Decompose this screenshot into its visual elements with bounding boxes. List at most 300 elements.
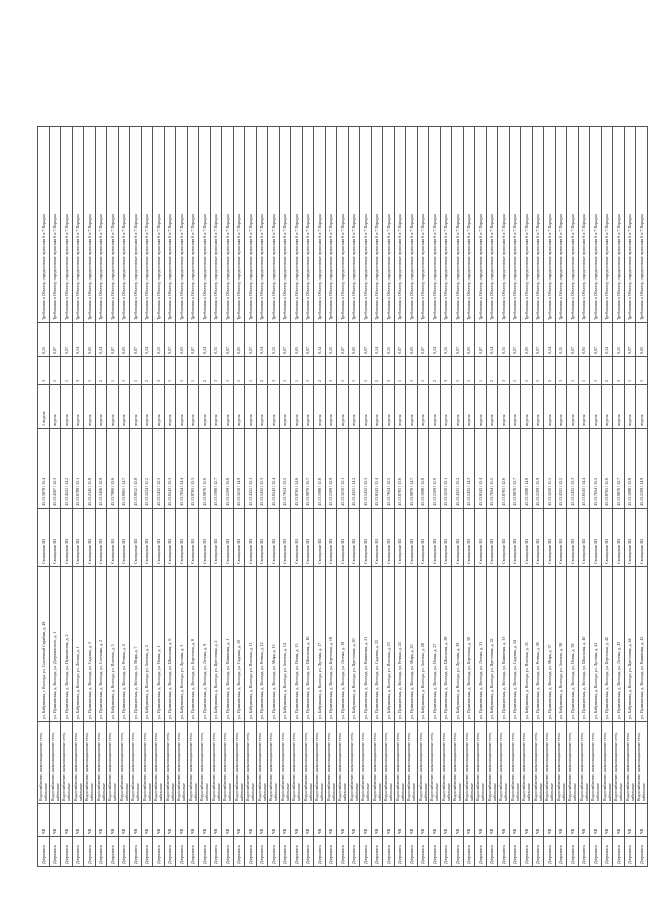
table-cell: Водоснабжение, канализационные сети, кабельные	[601, 722, 613, 804]
table-cell: ул. Бабушкина, д. Вологда, ул. Цветочная, д. 20	[348, 567, 360, 722]
table-cell: 0,07	[452, 323, 464, 357]
table-cell: ЧВ	[291, 804, 303, 837]
table-cell: 1	[49, 357, 61, 385]
table-cell: неделя	[118, 385, 130, 429]
table-cell: ул. Пушкинская, д. Вологда, ул. Речная, д. 12	[256, 567, 268, 722]
table-cell: Требования к Объекту, определенные пунктами 6 и 7 Порядка	[95, 127, 107, 323]
table-cell: ул. Пушкинская, д. Вологда, ул. Береговая, д. 30	[463, 567, 475, 722]
table-cell: Требования к Объекту, определенные пунктами 6 и 7 Порядка	[521, 127, 533, 323]
table-row	[279, 127, 291, 867]
table-cell: 43.13.8765 / 13.6	[394, 429, 406, 509]
table-cell: Водоснабжение, канализационные сети, кабельные	[84, 722, 96, 804]
table-cell: ул. Пушкинская, д. Вологда, ул. Школьная, д. 6	[164, 567, 176, 722]
table-cell: Водоснабжение, канализационные сети, кабельные	[417, 722, 429, 804]
table-cell: Свинцовые ВЗ	[417, 509, 429, 567]
table-cell: Свинцовые ВЗ	[360, 509, 372, 567]
table-cell: ул. Пушкинская, д. Вологда, ул. Вишневая, д. 33	[498, 567, 510, 722]
table-cell: Свинцовые ВЗ	[245, 509, 257, 567]
table-row	[61, 127, 73, 867]
table-cell: Дзержинск	[210, 837, 222, 867]
table-cell: 1	[291, 357, 303, 385]
table-cell: Свинцовые ВЗ	[555, 509, 567, 567]
table-cell: 0,15	[268, 323, 280, 357]
table-cell: Требования к Объекту, определенные пунктами 6 и 7 Порядка	[486, 127, 498, 323]
table-cell: 0,07	[49, 323, 61, 357]
table-cell: ул. Пушкинская, д. Вологда, ул. Сосновая, д. 2	[95, 567, 107, 722]
table-cell: 3	[613, 357, 625, 385]
table-cell: ул. Бабушкина, д. Вологда, ул. Луговая, д. 17	[314, 567, 326, 722]
table-cell: ул. Пушкинская, д. Вологда, ул. Садовая, д. 10	[233, 567, 245, 722]
table-cell: 43.13.4567 / 12.3	[49, 429, 61, 509]
table-cell: 43.13.2109 / 13.8	[222, 429, 234, 509]
table-cell: 0,15	[210, 323, 222, 357]
table-cell: ул. Пушкинская, д. Вологда, ул. Береговая, д. 18	[325, 567, 337, 722]
table-cell: Требования к Объекту, определенные пунктами 6 и 7 Порядка	[130, 127, 142, 323]
table-cell: 0,14	[95, 323, 107, 357]
table-cell: Водоснабжение, канализационные сети, кабельные	[578, 722, 590, 804]
table-row	[486, 127, 498, 867]
table-cell: ул. Пушкинская, д. Вологда, ул. Береговая, д. 8	[187, 567, 199, 722]
table-cell: ЧВ	[394, 804, 406, 837]
table-cell: неделя	[72, 385, 84, 429]
table-cell: 1	[475, 357, 487, 385]
table-cell: неделя	[417, 385, 429, 429]
table-row	[49, 127, 61, 867]
table-cell: 0,15	[325, 323, 337, 357]
table-cell: 43.13.7654 / 15.5	[590, 429, 602, 509]
table-cell: Дзержинск	[394, 837, 406, 867]
table-cell: Водоснабжение, канализационные сети, кабельные	[302, 722, 314, 804]
table-cell: Требования к Объекту, определенные пунктами 6 и 7 Порядка	[291, 127, 303, 323]
table-cell: неделя	[279, 385, 291, 429]
table-cell: Требования к Объекту, определенные пунктами 6 и 7 Порядка	[555, 127, 567, 323]
table-cell: Дзержинск	[314, 837, 326, 867]
table-cell: Требования к Объекту, определенные пунктами 6 и 7 Порядка	[567, 127, 579, 323]
table-cell: 43.13.1098 / 12.7	[210, 429, 222, 509]
table-cell: ЧВ	[486, 804, 498, 837]
table-cell: ул. Пушкинская, д. Вологда, ул. Вишневая, д. 45	[636, 567, 648, 722]
table-cell: неделя	[141, 385, 153, 429]
table-row	[337, 127, 349, 867]
table-cell: неделя	[130, 385, 142, 429]
table-cell: Дзержинск	[475, 837, 487, 867]
table-cell: Требования к Объекту, определенные пунктами 6 и 7 Порядка	[578, 127, 590, 323]
table-cell: Дзержинск	[256, 837, 268, 867]
table-cell: неделя	[498, 385, 510, 429]
table-cell: Свинцовые ВЗ	[406, 509, 418, 567]
table-cell: Водоснабжение, канализационные сети, кабельные	[268, 722, 280, 804]
table-cell: Свинцовые ВЗ	[302, 509, 314, 567]
table-cell: ЧВ	[72, 804, 84, 837]
table-cell: 43.13.6789 / 15.1	[72, 429, 84, 509]
table-cell: Дзержинск	[636, 837, 648, 867]
table-row	[383, 127, 395, 867]
table-cell: 0,14	[256, 323, 268, 357]
table-cell: Свинцовые ВЗ	[440, 509, 452, 567]
table-row	[601, 127, 613, 867]
table-cell: 43.13.6543 / 13.3	[164, 429, 176, 509]
table-cell: 1	[337, 357, 349, 385]
table-cell: неделя	[95, 385, 107, 429]
table-row	[118, 127, 130, 867]
table-cell: ЧВ	[302, 804, 314, 837]
table-cell: Дзержинск	[544, 837, 556, 867]
table-cell: Дзержинск	[624, 837, 636, 867]
table-cell: 1	[187, 357, 199, 385]
table-cell: 43.13.6543 / 14.4	[578, 429, 590, 509]
table-cell: 43.13.5678 / 13.4	[38, 429, 50, 509]
table-cell: ЧВ	[555, 804, 567, 837]
table-cell: Дзержинск	[486, 837, 498, 867]
table-cell: ЧВ	[61, 804, 73, 837]
table-cell: Дзержинск	[578, 837, 590, 867]
table-cell: ЧВ	[417, 804, 429, 837]
table-cell: ул. Бабушкина, д. Вологда, ул. Цветочная, д. 32	[486, 567, 498, 722]
table-cell: Дзержинск	[118, 837, 130, 867]
data-table	[37, 126, 648, 867]
table-cell: ул. Бабушкина, д. Вологда, ул. Луговая, д. 41	[590, 567, 602, 722]
table-cell: Водоснабжение, канализационные сети, кабельные	[509, 722, 521, 804]
table-cell: Дзержинск	[233, 837, 245, 867]
table-cell: 3	[383, 357, 395, 385]
table-cell: ул. Пушкинская, д. Вологда, ул. Лесная, д. 43	[613, 567, 625, 722]
table-cell: 3	[72, 357, 84, 385]
table-cell: ЧВ	[383, 804, 395, 837]
table-cell: Дзержинск	[187, 837, 199, 867]
table-cell: 43.13.2345 / 11.8	[84, 429, 96, 509]
table-cell: ЧВ	[107, 804, 119, 837]
table-cell: ул. Бабушкина, д. Вологда, ул. Зеленая, д. 2	[141, 567, 153, 722]
table-cell: Свинцовые ВЗ	[475, 509, 487, 567]
table-cell: 2	[256, 357, 268, 385]
table-row	[302, 127, 314, 867]
table-cell: Свинцовые ВЗ	[429, 509, 441, 567]
table-cell: неделя	[325, 385, 337, 429]
table-cell: Дзержинск	[199, 837, 211, 867]
table-cell: 0,14	[371, 323, 383, 357]
table-cell: 1	[164, 357, 176, 385]
table-cell: ул. Пушкинская, д. Вологда, ул. Речная, д. 4	[118, 567, 130, 722]
table-cell: 43.13.3210 / 12.1	[440, 429, 452, 509]
table-cell: ул. Бабушкина, д. Вологда, ул. Цветочная, д. 44	[624, 567, 636, 722]
table-cell: неделя	[61, 385, 73, 429]
table-cell: Требования к Объекту, определенные пунктами 6 и 7 Порядка	[187, 127, 199, 323]
table-cell: Свинцовые ВЗ	[394, 509, 406, 567]
table-cell: Требования к Объекту, определенные пунктами 6 и 7 Порядка	[440, 127, 452, 323]
table-cell: ул. Бабушкина, д. Вологда, ул. Зеленая, д. 14	[279, 567, 291, 722]
table-cell: 43.13.5432 / 11.3	[256, 429, 268, 509]
table-cell: Свинцовые ВЗ	[544, 509, 556, 567]
table-cell: Требования к Объекту, определенные пунктами 6 и 7 Порядка	[383, 127, 395, 323]
table-cell: Дзержинск	[337, 837, 349, 867]
table-cell: 1	[360, 357, 372, 385]
table-cell: 0,07	[61, 323, 73, 357]
table-cell: 0,14	[72, 323, 84, 357]
table-cell: Свинцовые ВЗ	[187, 509, 199, 567]
table-cell: Водоснабжение, канализационные сети, кабельные	[555, 722, 567, 804]
table-cell: ул. Пушкинская, д. Вологда, ул. Вишневая, д. 21	[360, 567, 372, 722]
table-cell: Требования к Объекту, определенные пунктами 6 и 7 Порядка	[164, 127, 176, 323]
table-cell: 1	[452, 357, 464, 385]
table-cell: ЧВ	[325, 804, 337, 837]
table-cell: 43.13.5432 / 12.5	[153, 429, 165, 509]
table-cell: ул. Пушкинская, д. Вологда, ул. Новая, д. 15	[291, 567, 303, 722]
table-cell: Требования к Объекту, определенные пунктами 6 и 7 Порядка	[314, 127, 326, 323]
table-cell: неделя	[578, 385, 590, 429]
table-cell: Требования к Объекту, определенные пунктами 6 и 7 Порядка	[544, 127, 556, 323]
table-row	[394, 127, 406, 867]
table-cell: Требования к Объекту, определенные пунктами 6 и 7 Порядка	[153, 127, 165, 323]
table-row	[107, 127, 119, 867]
table-cell: 43.13.1098 / 13.8	[624, 429, 636, 509]
table-cell: Дзержинск	[498, 837, 510, 867]
table-cell: 0,07	[245, 323, 257, 357]
table-cell: 0,07	[624, 323, 636, 357]
table-cell: неделя	[475, 385, 487, 429]
table-cell: Требования к Объекту, определенные пунктами 6 и 7 Порядка	[337, 127, 349, 323]
table-cell: Водоснабжение, канализационные сети, кабельные	[348, 722, 360, 804]
table-cell: неделя	[291, 385, 303, 429]
table-cell: ул. Бабушкина, д. Вологда, ул. Полевая, д. 5	[107, 567, 119, 722]
table-cell: 0,05	[636, 323, 648, 357]
table-row	[440, 127, 452, 867]
table-cell: Водоснабжение, канализационные сети, кабельные	[452, 722, 464, 804]
table-cell: 3	[268, 357, 280, 385]
table-cell: 0,07	[337, 323, 349, 357]
table-cell: 43.13.5432 / 15.3	[360, 429, 372, 509]
table-cell: ул. Пушкинская, д. Вологда, ул. Школьная, д. 28	[440, 567, 452, 722]
table-cell: Водоснабжение, канализационные сети, кабельные	[199, 722, 211, 804]
table-cell: Водоснабжение, канализационные сети, кабельные	[256, 722, 268, 804]
table-cell: ЧВ	[118, 804, 130, 837]
table-cell: неделя	[233, 385, 245, 429]
table-cell: ЧВ	[38, 804, 50, 837]
table-cell: Свинцовые ВЗ	[371, 509, 383, 567]
table-cell: ул. Пушкинская, д. Вологда, ул. Речная, д. 36	[532, 567, 544, 722]
table-cell: 43.13.7654 / 12.5	[383, 429, 395, 509]
table-row	[475, 127, 487, 867]
table-cell: Свинцовые ВЗ	[325, 509, 337, 567]
table-body	[38, 127, 648, 867]
table-cell: Свинцовые ВЗ	[153, 509, 165, 567]
table-cell: 0,07	[590, 323, 602, 357]
table-cell: ЧВ	[532, 804, 544, 837]
table-cell: ЧВ	[153, 804, 165, 837]
table-cell: 0,15	[498, 323, 510, 357]
table-row	[222, 127, 234, 867]
table-row	[521, 127, 533, 867]
table-cell: 43.13.1098 / 14.8	[521, 429, 533, 509]
table-row	[291, 127, 303, 867]
table-cell: ул. Пушкинская, д. Вологда, ул. Мира, д. 37	[544, 567, 556, 722]
table-cell: Требования к Объекту, определенные пунктами 6 и 7 Порядка	[210, 127, 222, 323]
table-row	[371, 127, 383, 867]
table-cell: 43.13.4521 / 14.2	[61, 429, 73, 509]
table-cell: Дзержинск	[291, 837, 303, 867]
table-cell: 43.13.7654 / 14.4	[176, 429, 188, 509]
table-cell: 1	[302, 357, 314, 385]
table-cell: неделя	[429, 385, 441, 429]
table-cell: Водоснабжение, канализационные сети, кабельные	[291, 722, 303, 804]
table-cell: неделя	[84, 385, 96, 429]
table-cell: Дзержинск	[601, 837, 613, 867]
table-cell: неделя	[601, 385, 613, 429]
table-cell: Свинцовые ВЗ	[590, 509, 602, 567]
table-cell: Свинцовые ВЗ	[567, 509, 579, 567]
table-row	[199, 127, 211, 867]
table-cell: ул. Бабушкина, д. Вологда, ул. Полевая, д. 23	[383, 567, 395, 722]
table-cell: 43.13.7654 / 11.5	[486, 429, 498, 509]
table-cell: 0,14	[141, 323, 153, 357]
table-cell: ЧВ	[187, 804, 199, 837]
table-cell: Водоснабжение, канализационные сети, кабельные	[176, 722, 188, 804]
table-cell: 2	[544, 357, 556, 385]
table-cell: Водоснабжение, канализационные сети, кабельные	[544, 722, 556, 804]
rotated-table-container	[37, 127, 647, 867]
table-cell: 0,07	[360, 323, 372, 357]
table-cell: Дзержинск	[141, 837, 153, 867]
table-row	[452, 127, 464, 867]
table-cell: ул. Бабушкина, г. Вологда, ул. Солнечный Сарабаш, д. 49	[38, 567, 50, 722]
table-cell: Требования к Объекту, определенные пунктами 6 и 7 Порядка	[38, 127, 50, 323]
table-cell: Свинцовые ВЗ	[130, 509, 142, 567]
table-row	[245, 127, 257, 867]
table-cell: Требования к Объекту, определенные пунктами 6 и 7 Порядка	[360, 127, 372, 323]
table-cell: неделя	[624, 385, 636, 429]
table-cell: 1 неделя	[38, 385, 50, 429]
table-cell: Свинцовые ВЗ	[636, 509, 648, 567]
table-cell: ЧВ	[314, 804, 326, 837]
table-cell: Требования к Объекту, определенные пунктами 6 и 7 Порядка	[406, 127, 418, 323]
table-cell: неделя	[544, 385, 556, 429]
table-cell: ЧВ	[348, 804, 360, 837]
table-cell: 43.13.5432 / 14.3	[463, 429, 475, 509]
table-cell: Водоснабжение, канализационные сети, кабельные	[245, 722, 257, 804]
table-cell: Свинцовые ВЗ	[38, 509, 50, 567]
table-cell: Свинцовые ВЗ	[348, 509, 360, 567]
table-cell: Требования к Объекту, определенные пунктами 6 и 7 Порядка	[613, 127, 625, 323]
table-cell: 0,05	[84, 323, 96, 357]
table-cell: ул. Пушкинская, д. Вологда, ул. Мира, д. 13	[268, 567, 280, 722]
table-cell: 43.13.8901 / 14.7	[118, 429, 130, 509]
table-cell: 0,07	[279, 323, 291, 357]
table-cell: 2	[601, 357, 613, 385]
table-cell: 2	[141, 357, 153, 385]
table-cell: 0,05	[348, 323, 360, 357]
table-cell: Водоснабжение, канализационные сети, кабельные	[636, 722, 648, 804]
table-cell: 43.13.3210 / 14.9	[233, 429, 245, 509]
table-cell: 3	[325, 357, 337, 385]
table-cell: Свинцовые ВЗ	[210, 509, 222, 567]
table-cell: Требования к Объекту, определенные пунктами 6 и 7 Порядка	[107, 127, 119, 323]
table-cell: 0,07	[130, 323, 142, 357]
table-cell: ЧВ	[95, 804, 107, 837]
table-cell: 0,14	[429, 323, 441, 357]
table-cell: ул. Пушкинская, д. Вологда, ул. Мира, д. 7	[130, 567, 142, 722]
table-cell: Свинцовые ВЗ	[624, 509, 636, 567]
table-cell: 43.13.4321 / 12.2	[555, 429, 567, 509]
table-cell: 43.13.6543 / 12.4	[268, 429, 280, 509]
table-cell: Дзержинск	[348, 837, 360, 867]
table-cell: ул. Бабушкина, д. Вологда, ул. Зеленая, д. 26	[417, 567, 429, 722]
table-row	[429, 127, 441, 867]
table-cell: Водоснабжение, канализационные сети, кабельные	[624, 722, 636, 804]
table-row	[463, 127, 475, 867]
table-cell: Требования к Объекту, определенные пунктами 6 и 7 Порядка	[417, 127, 429, 323]
table-cell: Требования к Объекту, определенные пунктами 6 и 7 Порядка	[348, 127, 360, 323]
table-cell: 43.13.7654 / 13.5	[279, 429, 291, 509]
table-cell: неделя	[222, 385, 234, 429]
table-cell: ЧВ	[222, 804, 234, 837]
table-cell: ЧВ	[176, 804, 188, 837]
table-cell: Дзержинск	[164, 837, 176, 867]
table-cell: 2	[371, 357, 383, 385]
table-cell: ЧВ	[590, 804, 602, 837]
table-cell: Водоснабжение, канализационные сети, кабельные	[222, 722, 234, 804]
table-cell: ул. Пушкинская, д. Вологда, ул. Лесная, д. 19	[337, 567, 349, 722]
table-cell: ЧВ	[521, 804, 533, 837]
table-row	[164, 127, 176, 867]
table-cell: 3	[210, 357, 222, 385]
table-cell: 0,07	[567, 323, 579, 357]
table-cell: 0,07	[302, 323, 314, 357]
table-cell: неделя	[348, 385, 360, 429]
table-cell: ул. Пушкинская, д. Вологда, ул. Пушкинская, д. 2	[61, 567, 73, 722]
table-cell: Свинцовые ВЗ	[107, 509, 119, 567]
table-cell: Требования к Объекту, определенные пунктами 6 и 7 Порядка	[245, 127, 257, 323]
table-cell: Требования к Объекту, определенные пунктами 6 и 7 Порядка	[601, 127, 613, 323]
table-cell: Дзержинск	[406, 837, 418, 867]
table-cell: ЧВ	[440, 804, 452, 837]
table-cell: ул. Пушкинская, д. Вологда, ул. Новая, д. 27	[429, 567, 441, 722]
table-cell: Водоснабжение, канализационные сети, кабельные	[475, 722, 487, 804]
table-cell: ул. Пушкинская, д. Вологда, ул. Садовая, д. 3	[84, 567, 96, 722]
table-cell: Водоснабжение, канализационные сети, кабельные	[613, 722, 625, 804]
table-cell: Дзержинск	[84, 837, 96, 867]
table-cell: ЧВ	[256, 804, 268, 837]
table-cell: Свинцовые ВЗ	[578, 509, 590, 567]
table-cell: Свинцовые ВЗ	[463, 509, 475, 567]
table-cell: Свинцовые ВЗ	[95, 509, 107, 567]
table-cell: Свинцовые ВЗ	[72, 509, 84, 567]
table-cell: 0,15	[440, 323, 452, 357]
table-cell: ЧВ	[199, 804, 211, 837]
table-cell: 0,05	[463, 323, 475, 357]
table-row	[314, 127, 326, 867]
table-cell: Свинцовые ВЗ	[176, 509, 188, 567]
table-row	[210, 127, 222, 867]
table-cell: Свинцовые ВЗ	[49, 509, 61, 567]
table-cell: Водоснабжение, канализационные сети, кабельные	[463, 722, 475, 804]
table-cell: 43.13.5432 / 13.3	[567, 429, 579, 509]
table-cell: 0,05	[578, 323, 590, 357]
table-cell: Требования к Объекту, определенные пунктами 6 и 7 Порядка	[49, 127, 61, 323]
table-cell: 0,15	[153, 323, 165, 357]
table-row	[555, 127, 567, 867]
table-cell: Требования к Объекту, определенные пунктами 6 и 7 Порядка	[302, 127, 314, 323]
table-cell: 1	[509, 357, 521, 385]
table-row	[624, 127, 636, 867]
table-cell: Дзержинск	[38, 837, 50, 867]
table-cell: Водоснабжение, канализационные сети, кабельные	[49, 722, 61, 804]
table-cell: Требования к Объекту, определенные пунктами 6 и 7 Порядка	[325, 127, 337, 323]
table-cell: ЧВ	[509, 804, 521, 837]
table-cell: Водоснабжение, канализационные сети, кабельные	[337, 722, 349, 804]
table-cell: 0,05	[118, 323, 130, 357]
table-cell: 0,07	[164, 323, 176, 357]
table-cell: Требования к Объекту, определенные пунктами 6 и 7 Порядка	[141, 127, 153, 323]
table-cell: ЧВ	[233, 804, 245, 837]
